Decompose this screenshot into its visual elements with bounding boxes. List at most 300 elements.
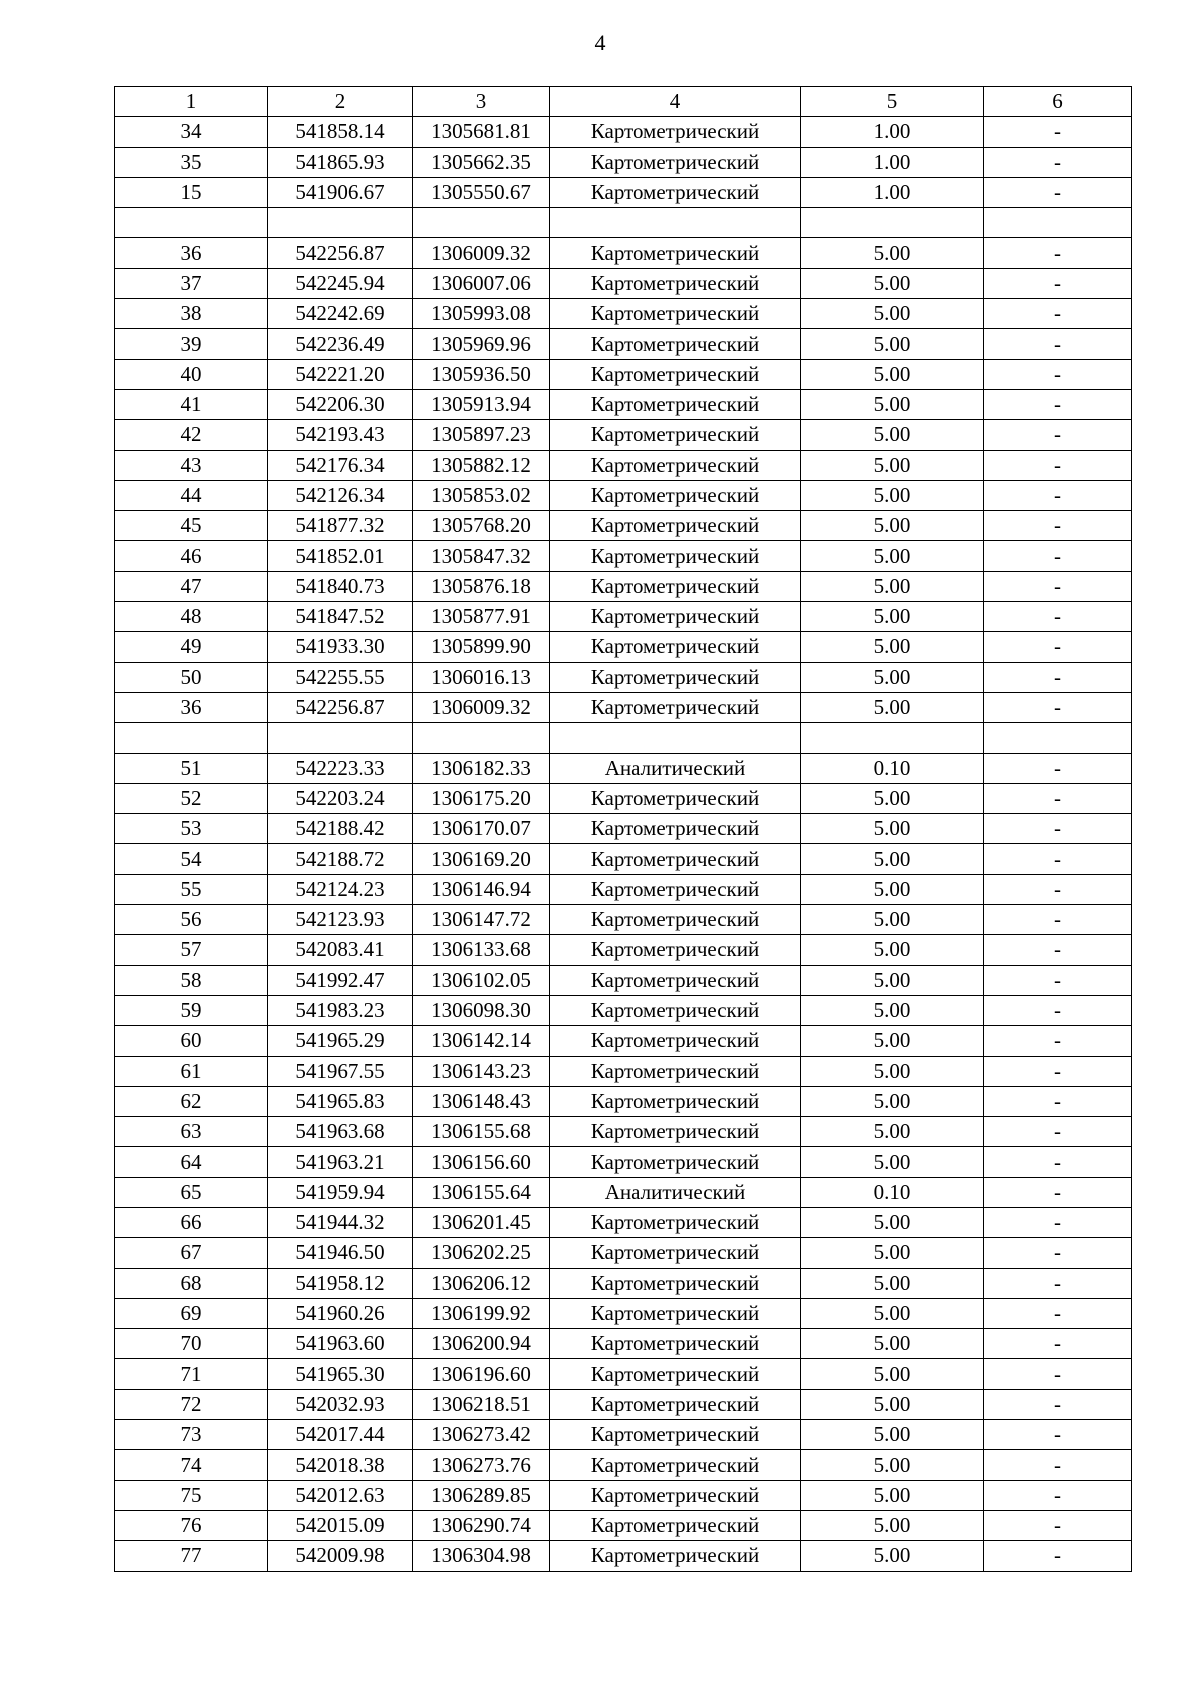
table-row [115, 905, 1132, 935]
accuracy-cell: 5.00 [801, 329, 984, 359]
accuracy-cell: 5.00 [801, 1207, 984, 1237]
accuracy-cell: 5.00 [801, 1086, 984, 1116]
x-coordinate-cell: 542193.43 [268, 420, 413, 450]
x-coordinate-cell: 541858.14 [268, 117, 413, 147]
column-header: 1 [115, 87, 268, 117]
y-coordinate-cell: 1306169.20 [413, 844, 550, 874]
point-number-cell: 37 [115, 268, 268, 298]
table-row [115, 147, 1132, 177]
y-coordinate-cell: 1306009.32 [413, 238, 550, 268]
y-coordinate-cell: 1306273.76 [413, 1450, 550, 1480]
accuracy-cell: 5.00 [801, 1329, 984, 1359]
accuracy-cell: 5.00 [801, 541, 984, 571]
accuracy-cell: 5.00 [801, 1117, 984, 1147]
x-coordinate-cell: 542188.72 [268, 844, 413, 874]
accuracy-cell: 5.00 [801, 299, 984, 329]
point-number-cell: 74 [115, 1450, 268, 1480]
table-row [115, 1541, 1132, 1571]
table-row [115, 480, 1132, 510]
accuracy-cell [801, 723, 984, 753]
point-number-cell: 51 [115, 753, 268, 783]
point-number-cell: 62 [115, 1086, 268, 1116]
method-cell: Картометрический [550, 662, 801, 692]
note-cell: - [984, 1056, 1132, 1086]
table-row [115, 238, 1132, 268]
accuracy-cell: 5.00 [801, 268, 984, 298]
accuracy-cell: 5.00 [801, 511, 984, 541]
y-coordinate-cell: 1306148.43 [413, 1086, 550, 1116]
point-number-cell: 71 [115, 1359, 268, 1389]
y-coordinate-cell: 1306102.05 [413, 965, 550, 995]
method-cell: Картометрический [550, 692, 801, 722]
x-coordinate-cell: 542083.41 [268, 935, 413, 965]
point-number-cell: 53 [115, 814, 268, 844]
method-cell: Картометрический [550, 299, 801, 329]
point-number-cell: 55 [115, 874, 268, 904]
x-coordinate-cell: 542015.09 [268, 1510, 413, 1540]
note-cell: - [984, 450, 1132, 480]
y-coordinate-cell: 1305882.12 [413, 450, 550, 480]
y-coordinate-cell: 1306155.68 [413, 1117, 550, 1147]
method-cell: Картометрический [550, 783, 801, 813]
method-cell: Картометрический [550, 329, 801, 359]
point-number-cell: 66 [115, 1207, 268, 1237]
x-coordinate-cell: 541877.32 [268, 511, 413, 541]
accuracy-cell: 5.00 [801, 1389, 984, 1419]
table-row [115, 1026, 1132, 1056]
method-cell [550, 208, 801, 238]
note-cell [984, 723, 1132, 753]
x-coordinate-cell: 542017.44 [268, 1420, 413, 1450]
x-coordinate-cell: 541840.73 [268, 571, 413, 601]
point-number-cell: 52 [115, 783, 268, 813]
accuracy-cell: 5.00 [801, 1298, 984, 1328]
note-cell [984, 208, 1132, 238]
accuracy-cell: 5.00 [801, 359, 984, 389]
method-cell: Картометрический [550, 874, 801, 904]
point-number-cell: 59 [115, 995, 268, 1025]
x-coordinate-cell: 541965.83 [268, 1086, 413, 1116]
accuracy-cell: 5.00 [801, 420, 984, 450]
y-coordinate-cell: 1306009.32 [413, 692, 550, 722]
x-coordinate-cell [268, 208, 413, 238]
accuracy-cell: 5.00 [801, 571, 984, 601]
x-coordinate-cell: 542123.93 [268, 905, 413, 935]
accuracy-cell: 5.00 [801, 1510, 984, 1540]
method-cell: Картометрический [550, 238, 801, 268]
x-coordinate-cell: 542245.94 [268, 268, 413, 298]
y-coordinate-cell: 1306273.42 [413, 1420, 550, 1450]
table-row [115, 1298, 1132, 1328]
accuracy-cell: 5.00 [801, 450, 984, 480]
table-row [115, 1056, 1132, 1086]
table-row [115, 995, 1132, 1025]
accuracy-cell [801, 208, 984, 238]
x-coordinate-cell: 542255.55 [268, 662, 413, 692]
accuracy-cell: 0.10 [801, 1177, 984, 1207]
note-cell: - [984, 632, 1132, 662]
y-coordinate-cell: 1306146.94 [413, 874, 550, 904]
method-cell: Картометрический [550, 511, 801, 541]
point-number-cell: 61 [115, 1056, 268, 1086]
point-number-cell: 68 [115, 1268, 268, 1298]
x-coordinate-cell: 541944.32 [268, 1207, 413, 1237]
point-number-cell: 50 [115, 662, 268, 692]
table-row [115, 814, 1132, 844]
note-cell: - [984, 1147, 1132, 1177]
table-row [115, 1420, 1132, 1450]
y-coordinate-cell: 1306290.74 [413, 1510, 550, 1540]
point-number-cell: 34 [115, 117, 268, 147]
note-cell: - [984, 480, 1132, 510]
method-cell: Картометрический [550, 1268, 801, 1298]
note-cell: - [984, 420, 1132, 450]
x-coordinate-cell: 542126.34 [268, 480, 413, 510]
note-cell: - [984, 147, 1132, 177]
accuracy-cell: 5.00 [801, 905, 984, 935]
table-row [115, 1177, 1132, 1207]
point-number-cell: 38 [115, 299, 268, 329]
note-cell: - [984, 874, 1132, 904]
table-row [115, 874, 1132, 904]
note-cell: - [984, 1359, 1132, 1389]
table-row [115, 1207, 1132, 1237]
method-cell: Картометрический [550, 450, 801, 480]
method-cell: Картометрический [550, 965, 801, 995]
x-coordinate-cell: 541983.23 [268, 995, 413, 1025]
accuracy-cell: 1.00 [801, 147, 984, 177]
accuracy-cell: 0.10 [801, 753, 984, 783]
method-cell: Картометрический [550, 1510, 801, 1540]
note-cell: - [984, 662, 1132, 692]
table-row [115, 692, 1132, 722]
accuracy-cell: 1.00 [801, 117, 984, 147]
method-cell: Картометрический [550, 117, 801, 147]
x-coordinate-cell: 542018.38 [268, 1450, 413, 1480]
method-cell: Картометрический [550, 1238, 801, 1268]
y-coordinate-cell: 1306206.12 [413, 1268, 550, 1298]
accuracy-cell: 5.00 [801, 1420, 984, 1450]
point-number-cell [115, 723, 268, 753]
point-number-cell [115, 208, 268, 238]
accuracy-cell: 5.00 [801, 692, 984, 722]
x-coordinate-cell: 541847.52 [268, 602, 413, 632]
point-number-cell: 73 [115, 1420, 268, 1450]
note-cell: - [984, 1298, 1132, 1328]
x-coordinate-cell: 541992.47 [268, 965, 413, 995]
method-cell: Картометрический [550, 1450, 801, 1480]
x-coordinate-cell: 541852.01 [268, 541, 413, 571]
note-cell: - [984, 783, 1132, 813]
note-cell: - [984, 753, 1132, 783]
method-cell: Картометрический [550, 480, 801, 510]
note-cell: - [984, 935, 1132, 965]
accuracy-cell: 1.00 [801, 177, 984, 207]
y-coordinate-cell: 1305853.02 [413, 480, 550, 510]
x-coordinate-cell: 542124.23 [268, 874, 413, 904]
table-row [115, 753, 1132, 783]
point-number-cell: 70 [115, 1329, 268, 1359]
point-number-cell: 43 [115, 450, 268, 480]
note-cell: - [984, 1480, 1132, 1510]
note-cell: - [984, 1207, 1132, 1237]
table-row [115, 117, 1132, 147]
method-cell: Картометрический [550, 814, 801, 844]
note-cell: - [984, 329, 1132, 359]
x-coordinate-cell: 541965.30 [268, 1359, 413, 1389]
point-number-cell: 67 [115, 1238, 268, 1268]
method-cell: Картометрический [550, 1541, 801, 1571]
table-header-row [115, 87, 1132, 117]
method-cell: Картометрический [550, 905, 801, 935]
point-number-cell: 40 [115, 359, 268, 389]
point-number-cell: 69 [115, 1298, 268, 1328]
accuracy-cell: 5.00 [801, 602, 984, 632]
note-cell: - [984, 814, 1132, 844]
point-number-cell: 15 [115, 177, 268, 207]
column-header: 3 [413, 87, 550, 117]
table-row [115, 177, 1132, 207]
x-coordinate-cell: 541967.55 [268, 1056, 413, 1086]
y-coordinate-cell: 1305768.20 [413, 511, 550, 541]
method-cell [550, 723, 801, 753]
x-coordinate-cell: 542223.33 [268, 753, 413, 783]
table-row [115, 571, 1132, 601]
point-number-cell: 76 [115, 1510, 268, 1540]
note-cell: - [984, 905, 1132, 935]
point-number-cell: 49 [115, 632, 268, 662]
method-cell: Картометрический [550, 632, 801, 662]
accuracy-cell: 5.00 [801, 874, 984, 904]
y-coordinate-cell [413, 208, 550, 238]
table-row [115, 450, 1132, 480]
y-coordinate-cell: 1305847.32 [413, 541, 550, 571]
coordinates-table [114, 86, 1132, 1572]
y-coordinate-cell: 1305936.50 [413, 359, 550, 389]
accuracy-cell: 5.00 [801, 783, 984, 813]
note-cell: - [984, 1026, 1132, 1056]
table-row [115, 844, 1132, 874]
accuracy-cell: 5.00 [801, 1359, 984, 1389]
column-header: 4 [550, 87, 801, 117]
x-coordinate-cell: 542032.93 [268, 1389, 413, 1419]
y-coordinate-cell: 1305662.35 [413, 147, 550, 177]
x-coordinate-cell: 542206.30 [268, 389, 413, 419]
y-coordinate-cell: 1306289.85 [413, 1480, 550, 1510]
point-number-cell: 41 [115, 389, 268, 419]
y-coordinate-cell: 1306202.25 [413, 1238, 550, 1268]
table-row [115, 329, 1132, 359]
x-coordinate-cell: 542203.24 [268, 783, 413, 813]
method-cell: Картометрический [550, 389, 801, 419]
accuracy-cell: 5.00 [801, 1026, 984, 1056]
table-row [115, 1268, 1132, 1298]
table-row [115, 935, 1132, 965]
x-coordinate-cell: 542221.20 [268, 359, 413, 389]
y-coordinate-cell: 1306175.20 [413, 783, 550, 813]
y-coordinate-cell: 1305877.91 [413, 602, 550, 632]
note-cell: - [984, 1086, 1132, 1116]
accuracy-cell: 5.00 [801, 1238, 984, 1268]
note-cell: - [984, 511, 1132, 541]
note-cell: - [984, 1238, 1132, 1268]
method-cell: Картометрический [550, 844, 801, 874]
accuracy-cell: 5.00 [801, 1268, 984, 1298]
table-row [115, 1450, 1132, 1480]
accuracy-cell: 5.00 [801, 480, 984, 510]
y-coordinate-cell: 1306156.60 [413, 1147, 550, 1177]
accuracy-cell: 5.00 [801, 1450, 984, 1480]
y-coordinate-cell: 1305993.08 [413, 299, 550, 329]
x-coordinate-cell: 541906.67 [268, 177, 413, 207]
table-row [115, 1147, 1132, 1177]
x-coordinate-cell: 541963.60 [268, 1329, 413, 1359]
method-cell: Картометрический [550, 1359, 801, 1389]
column-header: 2 [268, 87, 413, 117]
point-number-cell: 46 [115, 541, 268, 571]
method-cell: Картометрический [550, 177, 801, 207]
point-number-cell: 60 [115, 1026, 268, 1056]
note-cell: - [984, 299, 1132, 329]
y-coordinate-cell: 1305913.94 [413, 389, 550, 419]
note-cell: - [984, 692, 1132, 722]
method-cell: Картометрический [550, 1026, 801, 1056]
y-coordinate-cell: 1305550.67 [413, 177, 550, 207]
note-cell: - [984, 1177, 1132, 1207]
table-separator-row [115, 723, 1132, 753]
table-row [115, 359, 1132, 389]
y-coordinate-cell: 1306201.45 [413, 1207, 550, 1237]
point-number-cell: 56 [115, 905, 268, 935]
method-cell: Картометрический [550, 1207, 801, 1237]
x-coordinate-cell: 541865.93 [268, 147, 413, 177]
method-cell: Картометрический [550, 147, 801, 177]
table-row [115, 1329, 1132, 1359]
note-cell: - [984, 177, 1132, 207]
y-coordinate-cell: 1306007.06 [413, 268, 550, 298]
accuracy-cell: 5.00 [801, 632, 984, 662]
note-cell: - [984, 1329, 1132, 1359]
method-cell: Аналитический [550, 753, 801, 783]
note-cell: - [984, 389, 1132, 419]
y-coordinate-cell: 1306098.30 [413, 995, 550, 1025]
method-cell: Картометрический [550, 420, 801, 450]
y-coordinate-cell: 1305681.81 [413, 117, 550, 147]
method-cell: Картометрический [550, 1147, 801, 1177]
method-cell: Картометрический [550, 268, 801, 298]
x-coordinate-cell: 541963.68 [268, 1117, 413, 1147]
x-coordinate-cell: 541959.94 [268, 1177, 413, 1207]
x-coordinate-cell: 542236.49 [268, 329, 413, 359]
x-coordinate-cell: 541960.26 [268, 1298, 413, 1328]
method-cell: Картометрический [550, 1420, 801, 1450]
note-cell: - [984, 1541, 1132, 1571]
note-cell: - [984, 1389, 1132, 1419]
point-number-cell: 64 [115, 1147, 268, 1177]
method-cell: Картометрический [550, 1298, 801, 1328]
y-coordinate-cell: 1305899.90 [413, 632, 550, 662]
accuracy-cell: 5.00 [801, 238, 984, 268]
point-number-cell: 42 [115, 420, 268, 450]
accuracy-cell: 5.00 [801, 1147, 984, 1177]
note-cell: - [984, 602, 1132, 632]
table-row [115, 662, 1132, 692]
y-coordinate-cell: 1306218.51 [413, 1389, 550, 1419]
point-number-cell: 75 [115, 1480, 268, 1510]
y-coordinate-cell: 1306155.64 [413, 1177, 550, 1207]
method-cell: Аналитический [550, 1177, 801, 1207]
method-cell: Картометрический [550, 571, 801, 601]
x-coordinate-cell: 542256.87 [268, 692, 413, 722]
table-row [115, 632, 1132, 662]
accuracy-cell: 5.00 [801, 1541, 984, 1571]
point-number-cell: 72 [115, 1389, 268, 1419]
y-coordinate-cell: 1306016.13 [413, 662, 550, 692]
table-row [115, 1117, 1132, 1147]
accuracy-cell: 5.00 [801, 965, 984, 995]
note-cell: - [984, 1117, 1132, 1147]
point-number-cell: 35 [115, 147, 268, 177]
accuracy-cell: 5.00 [801, 1056, 984, 1086]
table-row [115, 1359, 1132, 1389]
note-cell: - [984, 1268, 1132, 1298]
note-cell: - [984, 541, 1132, 571]
method-cell: Картометрический [550, 1117, 801, 1147]
table-row [115, 1086, 1132, 1116]
table-row [115, 965, 1132, 995]
y-coordinate-cell: 1306200.94 [413, 1329, 550, 1359]
table-separator-row [115, 208, 1132, 238]
table-row [115, 1480, 1132, 1510]
accuracy-cell: 5.00 [801, 995, 984, 1025]
table-row [115, 1389, 1132, 1419]
x-coordinate-cell [268, 723, 413, 753]
table-row [115, 420, 1132, 450]
method-cell: Картометрический [550, 1086, 801, 1116]
note-cell: - [984, 571, 1132, 601]
accuracy-cell: 5.00 [801, 662, 984, 692]
table-row [115, 299, 1132, 329]
table-row [115, 783, 1132, 813]
method-cell: Картометрический [550, 935, 801, 965]
x-coordinate-cell: 541965.29 [268, 1026, 413, 1056]
point-number-cell: 45 [115, 511, 268, 541]
y-coordinate-cell: 1306133.68 [413, 935, 550, 965]
note-cell: - [984, 1420, 1132, 1450]
point-number-cell: 77 [115, 1541, 268, 1571]
point-number-cell: 36 [115, 692, 268, 722]
accuracy-cell: 5.00 [801, 935, 984, 965]
method-cell: Картометрический [550, 602, 801, 632]
accuracy-cell: 5.00 [801, 1480, 984, 1510]
x-coordinate-cell: 542012.63 [268, 1480, 413, 1510]
note-cell: - [984, 1510, 1132, 1540]
point-number-cell: 36 [115, 238, 268, 268]
x-coordinate-cell: 542256.87 [268, 238, 413, 268]
method-cell: Картометрический [550, 1389, 801, 1419]
y-coordinate-cell: 1306143.23 [413, 1056, 550, 1086]
x-coordinate-cell: 541946.50 [268, 1238, 413, 1268]
method-cell: Картометрический [550, 995, 801, 1025]
table-row [115, 511, 1132, 541]
x-coordinate-cell: 542009.98 [268, 1541, 413, 1571]
y-coordinate-cell: 1306170.07 [413, 814, 550, 844]
point-number-cell: 58 [115, 965, 268, 995]
method-cell: Картометрический [550, 541, 801, 571]
x-coordinate-cell: 542188.42 [268, 814, 413, 844]
method-cell: Картометрический [550, 1056, 801, 1086]
note-cell: - [984, 359, 1132, 389]
